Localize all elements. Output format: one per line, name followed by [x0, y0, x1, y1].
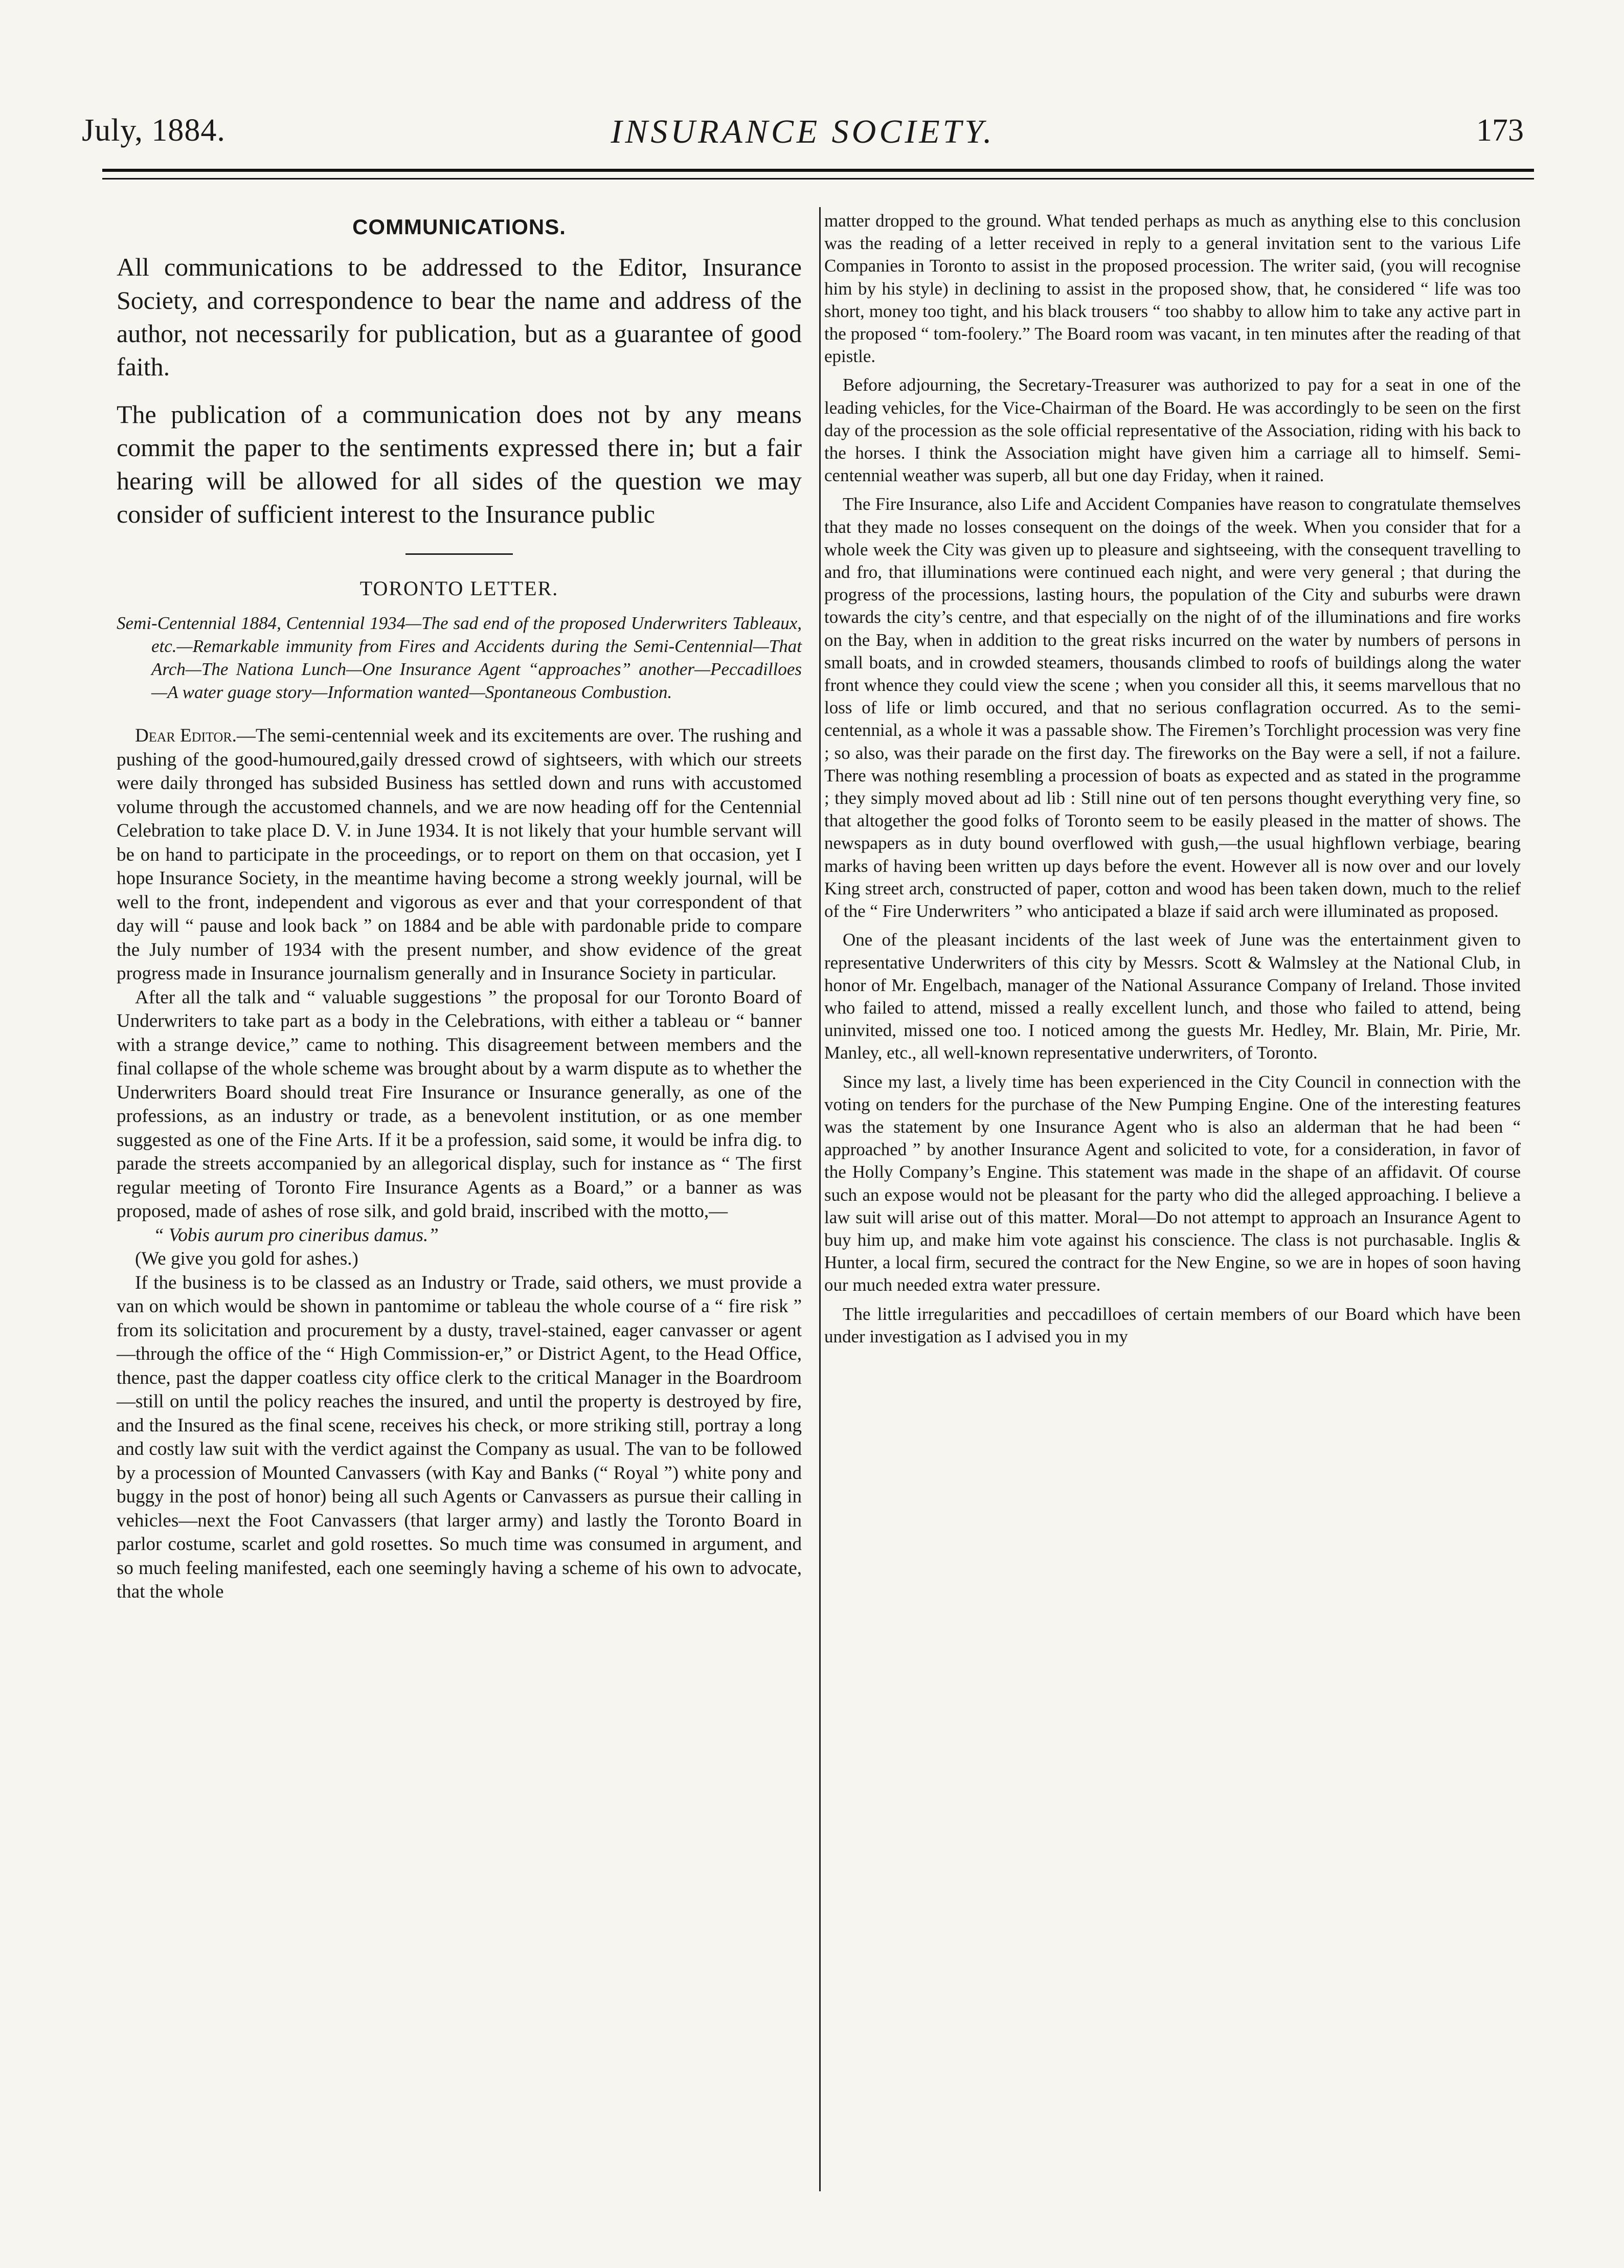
- latin-motto: “ Vobis aurum pro cineribus damus.”: [153, 1224, 439, 1246]
- letter-paragraph: [117, 724, 802, 986]
- toronto-letter-body-right: [824, 210, 1521, 1348]
- communications-notice: [117, 251, 802, 531]
- letter-paragraph: One of the pleasant incidents of the last week of June was the entertainment given to representative Underwriters of this city by Messrs. Scott & Walmsley at the National Club, in honor of Mr. Engelbach, manager of the National Assurance Company of Ireland. Those invited who failed to attend, missed a really excellent lunch, and those who failed to attend, being uninvited, missed one too. I noticed among the guests Mr. Hedley, Mr. Blain, Mr. Pirie, Mr. Manley, etc., all well-known representative underwriters, of Toronto.: [824, 930, 1521, 1063]
- letter-paragraph: If the business is to be classed as an Industry or Trade, said others, we must provide a van on which would be shown in pantomime or tableau the whole course of a “ fire risk ” from its solicitation and procurement by a dusty, travel-stained, eager canvasser or agent—through the office of the “ High Commission-er,” or District Agent, to the Head Office, thence, past the dapper coatless city office clerk to the critical Manager in the Boardroom—still on until the policy reaches the insured, and until the property is destroyed by fire, and the Insured as the final scene, receives his check, or more striking still, portray a long and costly law suit with the verdict against the Company as usual. The van to be followed by a procession of Mounted Canvassers (with Kay and Banks (“ Royal ”) white pony and buggy in the post of honor) being all such Agents or Canvassers as pursue their calling in vehicles—next the Foot Canvassers (that larger army) and lastly the Toronto Board in parlor costume, scarlet and gold rosettes. So much time was consumed in argument, and so much feeling manifested, each one seemingly having a scheme of his own to advocate, that the whole: [117, 1272, 802, 1602]
- issue-date: July, 1884.: [82, 113, 225, 148]
- letter-paragraph: matter dropped to the ground. What tended perhaps as much as anything else to this conclusion was the reading of a letter received in reply to a general invitation sent to the various Life Companies in Toronto to assist in the proposed procession. The writer said, (you will recognise him by his style) in declining to assist in the proposed show, that, he considered “ life was too short, money too tight, and his black trousers “ too shabby to allow him to take any active part in the proposed “ tom-foolery.” The Board room was vacant, in ten minutes after the reading of that epistle.: [824, 211, 1521, 367]
- toronto-letter-heading: TORONTO LETTER.: [359, 577, 559, 600]
- letter-paragraph: Before adjourning, the Secretary-Treasurer was authorized to pay for a seat in one of the leading vehicles, for the Vice-Chairman of the Board. He was accordingly to be seen on the first day of the procession as the sole official representative of the Association, riding with his back to the horses. I think the Association might have given him a carriage all to himself. Semi-centennial weather was superb, all but one day Friday, when it rained.: [824, 375, 1521, 486]
- letter-paragraph: Since my last, a lively time has been experienced in the City Council in connection with the voting on tenders for the purchase of the New Pumping Engine. One of the interesting features was the statement by one Insurance Agent who is also an alderman that he had been “ approached ” by another Insurance Agent and solicited to vote, for a consideration, in favor of the Holly Company’s Engine. This statement was made in the shape of an affidavit. Of course such an expose would not be pleasant for the party who did the alleged approaching. I believe a law suit will arise out of this matter. Moral—Do not attempt to approach an Insurance Agent to buy him up, and make him vote against his conscience. The class is not purchasable. Inglis & Hunter, a local firm, secured the contract for the New Engine, so we are in hopes of soon having our much needed extra water pressure.: [824, 1071, 1521, 1295]
- communications-paragraph: The publication of a communication does not by any means commit the paper to the sentiments expressed there in; but a fair hearing will be allowed for all sides of the question we may consider of sufficient interest to the Insurance public: [117, 400, 802, 528]
- header-rule-thick: [102, 169, 1534, 172]
- communications-heading: COMMUNICATIONS.: [352, 215, 566, 239]
- salutation: Dear Editor.: [135, 725, 237, 746]
- letter-paragraph: The Fire Insurance, also Life and Accident Companies have reason to congratulate themselves that they made no losses consequent on the doings of the week. When you consider that for a whole week the City was given up to pleasure and sightseeing, with the consequent travelling to and fro, that illuminations were continued each night, and were very general ; that during the progress of the processions, lasting hours, the population of the City and suburbs were drawn towards the city’s centre, and that especially on the night of of the illuminations and fire works on the Bay, when in addition to the great risks incurred on the water by numbers of persons in small boats, and in crowded steamers, thousands climbed to roofs of buildings along the water front whence they could view the scene ; when you consider all this, it seems marvellous that no loss of life or limb occured, and that no serious conflagration occurred. As to the semi-centennial, as a whole it was a passable show. The Firemen’s Torchlight procession was very fine ; so also, was their parade on the first day. The fireworks on the Bay were a sell, if not a failure. There was nothing resembling a procession of boats as expected and as stated in the programme ; they simply moved about ad lib : Still nine out of ten persons thought everything very fine, so that altogether the good folks of Toronto seem to be easily pleased in the matter of shows. The newspapers as in duty bound overflowed with gush,—the usual highflown verbiage, bearing marks of having been written up days before the event. However all is now over and our lovely King street arch, constructed of paper, cotton and wood has been taken down, much to the relief of the “ Fire Underwriters ” who anticipated a blaze if said arch were illuminated as proposed.: [824, 494, 1521, 922]
- header-rule-thin: [102, 178, 1534, 179]
- letter-paragraph-text: —The semi-centennial week and its excitements are over. The rushing and pushing of the good-humoured,gaily dressed crowd of sightseers, with which our streets were daily thronged has subsided Business has settled down and runs with accustomed volume through the accustomed channels, and we are now heading off for the Centennial Celebration to take place D. V. in June 1934. It is not likely that your humble servant will be on hand to participate in the proceedings, or to report on them on that occasion, yet I hope Insurance Society, in the meantime having become a strong weekly journal, will be well to the front, independent and vigorous as ever and that your correspondent of that day will “ pause and look back ” on 1884 and be able with pardonable pride to compare the July number of 1934 with the present number, and show evidence of the great progress made in Insurance journalism generally and in Insurance Society in particular.: [117, 725, 802, 984]
- right-column: [824, 210, 1521, 1354]
- communications-paragraph: All communications to be addressed to the Editor, Insurance Society, and correspondence to bear the name and address of the author, not necessarily for publication, but as a guarantee of good faith.: [117, 253, 802, 381]
- letter-paragraph: After all the talk and “ valuable suggestions ” the proposal for our Toronto Board of Underwriters to take part as a body in the Celebrations, with either a tableau or “ banner with a strange device,” came to nothing. This disagreement between members and the final collapse of the whole scheme was brought about by a warm dispute as to whether the Underwriters Board should treat Fire Insurance or Insurance generally, as one of the professions, as an industry or trade, as a benevolent institution, or as one member suggested as one of the Fine Arts. If it be a profession, said some, it would be infra dig. to parade the streets accompanied by an allegorical display, such for instance as “ The first regular meeting of Toronto Fire Insurance Agents as a Board,” or a banner as was proposed, made of ashes of rose silk, and gold braid, inscribed with the motto,—: [117, 986, 802, 1222]
- column-divider: [819, 207, 821, 2191]
- motto-translation: (We give you gold for ashes.): [135, 1248, 358, 1269]
- toronto-letter-body-left: [117, 724, 802, 1604]
- section-divider: [405, 553, 513, 555]
- page-number: 173: [1476, 113, 1524, 148]
- page-header: [82, 113, 1524, 169]
- toronto-letter-summary: Semi-Centennial 1884, Centennial 1934—The sad end of the proposed Underwriters Tableaux, etc.—Remarkable immunity from Fires and Accidents during the Semi-Centennial—That Arch—The Nationa Lunch—One Insurance Agent “approaches” another—Peccadilloes —A water guage story—Information wanted—Spontaneous Combustion.: [117, 613, 802, 702]
- publication-title: INSURANCE SOCIETY.: [611, 113, 995, 150]
- letter-paragraph: The little irregularities and peccadilloes of certain members of our Board which have been under investigation as I advised you in my: [824, 1304, 1521, 1346]
- left-column: [117, 210, 802, 1604]
